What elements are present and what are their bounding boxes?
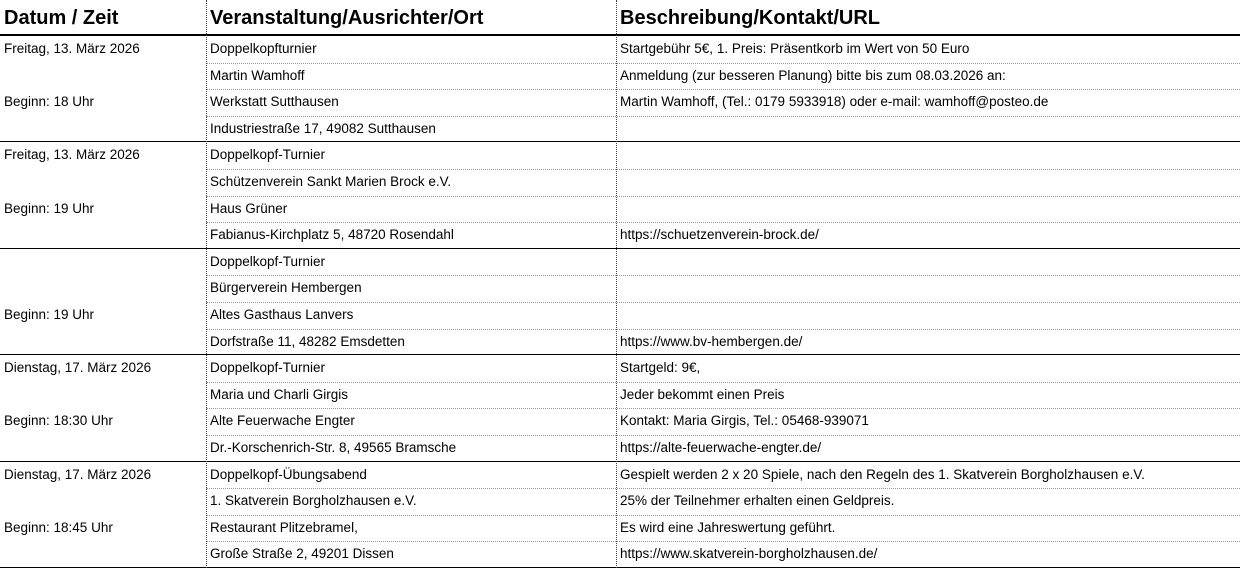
event-description: Jeder bekommt einen Preis [620, 386, 785, 402]
table-row [0, 355, 1240, 461]
table-row [0, 462, 1240, 568]
event-address: Große Straße 2, 49201 Dissen [210, 546, 394, 562]
table-body [0, 36, 1240, 568]
event-description: 25% der Teilnehmer erhalten einen Geldpreis. [620, 493, 895, 509]
header-event-organizer-venue: Veranstaltung/Ausrichter/Ort [210, 7, 484, 29]
event-organizer: Schützenverein Sankt Marien Brock e.V. [210, 173, 452, 189]
event-date: Dienstag, 17. März 2026 [4, 466, 152, 482]
event-organizer: Maria und Charli Girgis [210, 386, 349, 402]
column-divider [206, 0, 207, 568]
event-contact [616, 196, 1240, 223]
event-address: Industriestraße 17, 49082 Sutthausen [210, 120, 436, 136]
table-row [0, 142, 1240, 248]
header-description-contact-url: Beschreibung/Kontakt/URL [620, 7, 881, 29]
event-start-time: Beginn: 18:30 Uhr [4, 413, 113, 429]
event-url[interactable]: https://www.skatverein-borgholzhausen.de/ [620, 546, 878, 562]
event-title: Doppelkopf-Turnier [210, 147, 326, 163]
event-description: Gespielt werden 2 x 20 Spiele, nach den Regeln des 1. Skatverein Borgholzhausen e.V. [620, 466, 1145, 482]
column-divider [616, 0, 617, 568]
event-title: Doppelkopfturnier [210, 41, 317, 56]
event-url[interactable]: https://www.bv-hembergen.de/ [620, 333, 803, 349]
event-start-time: Beginn: 18 Uhr [4, 94, 95, 110]
event-venue: Haus Grüner [210, 200, 288, 216]
header-date-time: Datum / Zeit [4, 7, 119, 29]
event-contact: Martin Wamhoff, (Tel.: 0179 5933918) oder e-mail: wamhoff@posteo.de [620, 94, 1049, 110]
event-address: Fabianus-Kirchplatz 5, 48720 Rosendahl [210, 227, 454, 243]
event-date: Freitag, 13. März 2026 [4, 41, 140, 56]
event-venue: Altes Gasthaus Lanvers [210, 306, 354, 322]
event-description: Anmeldung (zur besseren Planung) bitte bis zum 08.03.2026 an: [620, 67, 1006, 83]
event-title: Doppelkopf-Übungsabend [210, 466, 367, 482]
event-title: Doppelkopf-Turnier [210, 253, 326, 269]
event-start-time: Beginn: 19 Uhr [4, 200, 95, 216]
event-description [616, 169, 1240, 196]
event-start-time: Beginn: 18:45 Uhr [4, 519, 113, 535]
event-address: Dr.-Korschenrich-Str. 8, 49565 Bramsche [210, 439, 457, 455]
event-description [616, 275, 1240, 302]
event-title: Doppelkopf-Turnier [210, 360, 326, 376]
event-address: Dorfstraße 11, 48282 Emsdetten [210, 333, 405, 349]
event-description: Startgebühr 5€, 1. Preis: Präsentkorb im Wert von 50 Euro [620, 41, 970, 56]
event-url[interactable]: https://alte-feuerwache-engter.de/ [620, 439, 822, 455]
event-date: Dienstag, 17. März 2026 [4, 360, 152, 376]
table-row [0, 36, 1240, 142]
table-row [0, 249, 1240, 355]
event-date: Freitag, 13. März 2026 [4, 147, 140, 163]
event-venue: Restaurant Plitzebramel, [210, 519, 358, 535]
event-organizer: Bürgerverein Hembergen [210, 280, 362, 296]
event-contact [616, 302, 1240, 329]
event-description: Startgeld: 9€, [620, 360, 701, 376]
event-venue: Alte Feuerwache Engter [210, 413, 355, 429]
event-date [0, 249, 206, 276]
event-description [616, 249, 1240, 276]
event-organizer: Martin Wamhoff [210, 67, 305, 83]
event-start-time: Beginn: 19 Uhr [4, 306, 95, 322]
event-url[interactable]: https://schuetzenverein-brock.de/ [620, 227, 819, 243]
event-venue: Werkstatt Sutthausen [210, 94, 339, 110]
event-contact: Kontakt: Maria Girgis, Tel.: 05468-939071 [620, 413, 869, 429]
table-header [0, 0, 1240, 36]
event-description [616, 142, 1240, 169]
event-organizer: 1. Skatverein Borgholzhausen e.V. [210, 493, 417, 509]
event-url [616, 116, 1240, 143]
event-description: Es wird eine Jahreswertung geführt. [620, 519, 836, 535]
